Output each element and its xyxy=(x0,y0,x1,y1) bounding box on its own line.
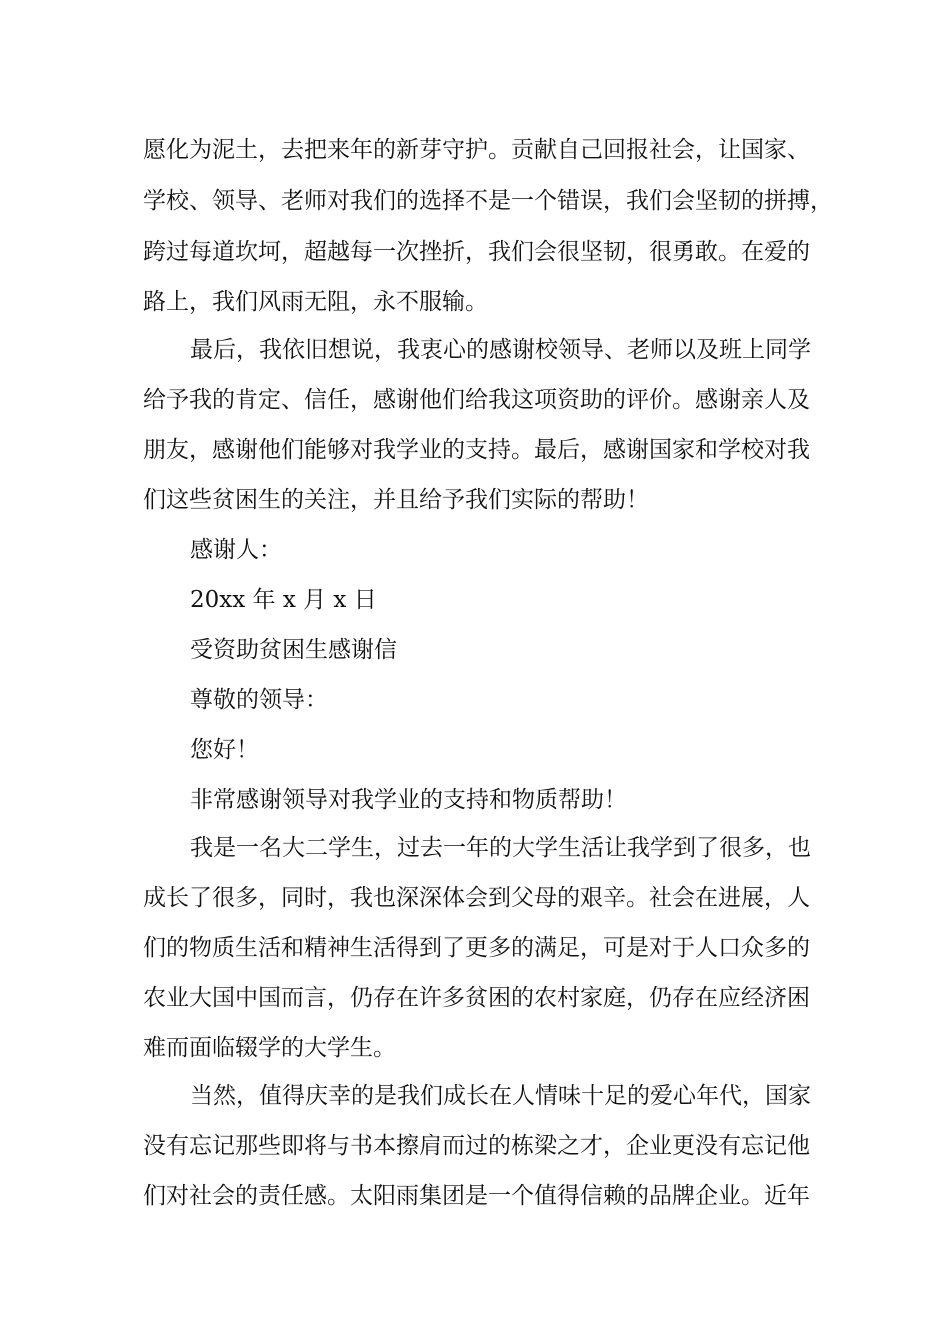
paragraph-line: 非常感谢领导对我学业的支持和物质帮助！ xyxy=(190,787,627,813)
paragraph-line: 农业大国中国而言，仍存在许多贫困的农村家庭，仍存在应经济困 xyxy=(143,985,810,1011)
paragraph-line: 成长了很多，同时，我也深深体会到父母的艰辛。社会在进展，人 xyxy=(143,885,810,911)
date-line: 20xx 年 x 月 x 日 xyxy=(190,587,377,613)
paragraph-line: 学校、领导、老师对我们的选择不是一个错误，我们会坚韧的拼搏， xyxy=(143,188,833,214)
signature-label: 感谢人： xyxy=(190,537,282,563)
letter-title: 受资助贫困生感谢信 xyxy=(190,637,397,663)
greeting: 您好！ xyxy=(190,737,259,763)
salutation: 尊敬的领导： xyxy=(190,687,328,713)
paragraph-line: 最后，我依旧想说，我衷心的感谢校领导、老师以及班上同学 xyxy=(190,337,811,363)
paragraph-line: 愿化为泥土，去把来年的新芽守护。贡献自己回报社会，让国家、 xyxy=(143,137,810,163)
paragraph-line: 没有忘记那些即将与书本擦肩而过的栋梁之才，企业更没有忘记他 xyxy=(143,1133,810,1159)
paragraph-line: 路上，我们风雨无阻，永不服输。 xyxy=(143,289,488,315)
paragraph-line: 朋友，感谢他们能够对我学业的支持。最后，感谢国家和学校对我 xyxy=(143,437,810,463)
paragraph-line: 跨过每道坎坷，超越每一次挫折，我们会很坚韧，很勇敢。在爱的 xyxy=(143,239,810,265)
paragraph-line: 我是一名大二学生，过去一年的大学生活让我学到了很多，也 xyxy=(190,835,811,861)
paragraph-line: 难而面临辍学的大学生。 xyxy=(143,1035,396,1061)
paragraph-line: 们这些贫困生的关注，并且给予我们实际的帮助！ xyxy=(143,487,649,513)
paragraph-line: 们的物质生活和精神生活得到了更多的满足，可是对于人口众多的 xyxy=(143,935,810,961)
paragraph-line: 给予我的肯定、信任，感谢他们给我这项资助的评价。感谢亲人及 xyxy=(143,387,810,413)
paragraph-line: 当然，值得庆幸的是我们成长在人情味十足的爱心年代，国家 xyxy=(190,1083,811,1109)
paragraph-line: 们对社会的责任感。太阳雨集团是一个值得信赖的品牌企业。近年 xyxy=(143,1183,810,1209)
